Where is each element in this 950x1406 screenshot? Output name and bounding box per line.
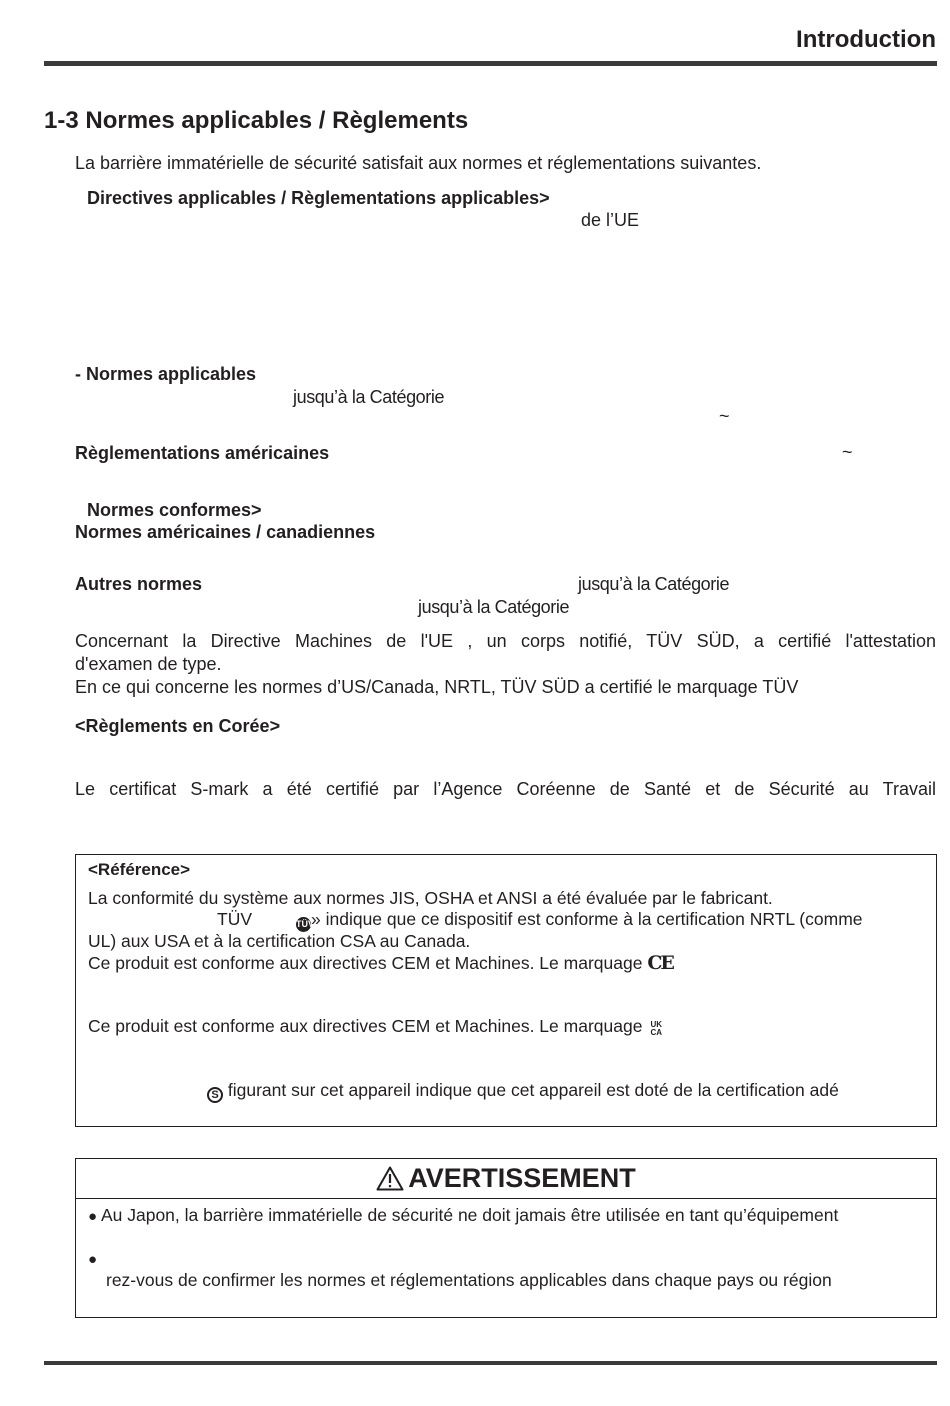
normes-conformes-heading: Normes conformes> [87, 500, 262, 520]
reference-line-5 [88, 1016, 665, 1037]
normes-applicables-heading: - Normes applicables [75, 364, 257, 384]
bullet-icon: ● [88, 1251, 98, 1268]
warning-bullet-2-text: rez-vous de confirmer les normes et réglementations applicables dans chaque pays ou région [106, 1270, 832, 1290]
nrtl-text: En ce qui concerne les normes d’US/Canada, NRTL, TÜV SÜD a certifié le marquage TÜV [75, 677, 799, 697]
ukca-mark-icon [647, 1021, 665, 1037]
section-title: 1-3 Normes applicables / Règlements [44, 107, 469, 134]
ukca-mark-bottom: CA [650, 1028, 663, 1037]
warning-box [75, 1158, 937, 1318]
reference-line-1: La conformité du système aux normes JIS, OSHA et ANSI a été évaluée par le fabricant. [88, 888, 773, 908]
machines-directive-text-cont: d'examen de type. [75, 654, 222, 674]
autres-normes-heading: Autres normes [75, 574, 203, 594]
machines-directive-text: Concernant la Directive Machines de l'UE , un corps notifié, TÜV SÜD, a certifié l'attestation [75, 631, 936, 651]
page-header-title: Introduction [796, 26, 936, 53]
ce-mark-icon: CE [647, 952, 673, 974]
categorie-text-3: jusqu’à la Catégorie [418, 597, 570, 617]
normes-americaines-heading: Normes américaines / canadiennes [75, 522, 376, 542]
header-rule [44, 61, 937, 66]
categorie-text-1: jusqu’à la Catégorie [293, 387, 445, 407]
reference-line-2 [296, 909, 863, 932]
warning-title [76, 1163, 936, 1194]
smark-text: Le certificat S-mark a été certifié par l’Agence Coréenne de Santé et de Sécurité au Travail [75, 779, 936, 799]
warning-header [76, 1159, 936, 1199]
range-tilde-2: ~ [842, 442, 853, 462]
warning-bullet-1-text: Au Japon, la barrière immatérielle de sécurité ne doit jamais être utilisée en tant qu’équipement [100, 1205, 839, 1225]
reference-line-2-text: » indique que ce dispositif est conforme à la certification NRTL (comme [311, 909, 863, 929]
korea-heading: <Règlements en Corée> [75, 716, 281, 736]
intro-text: La barrière immatérielle de sécurité satisfait aux normes et réglementations suivantes. [75, 153, 762, 173]
s-mark-icon: S [207, 1087, 223, 1103]
reference-line-6-text: figurant sur cet appareil indique que cet appareil est doté de la certification adé [223, 1080, 839, 1100]
categorie-text-2: jusqu’à la Catégorie [578, 574, 730, 594]
bullet-icon: ● [88, 1208, 98, 1225]
ukca-mark-top: UK [650, 1020, 663, 1029]
range-tilde-1: ~ [719, 406, 730, 426]
reference-tuv-text: TÜV [217, 909, 252, 929]
reference-line-4-text: Ce produit est conforme aux directives CEM et Machines. Le marquage [88, 953, 643, 973]
reference-line-3: UL) aux USA et à la certification CSA au Canada. [88, 931, 471, 951]
warning-title-text: AVERTISSEMENT [408, 1163, 636, 1193]
warning-triangle-icon [376, 1166, 404, 1191]
warning-bullet-1 [88, 1205, 838, 1226]
warning-bullet-2 [88, 1248, 97, 1269]
reference-line-4 [88, 952, 673, 974]
nrtl-mark-icon: TÜV [296, 917, 311, 932]
reglementations-americaines-heading: Règlementations américaines [75, 443, 330, 463]
reference-line-6 [207, 1080, 839, 1103]
footer-rule [44, 1361, 937, 1365]
directives-heading: Directives applicables / Règlementations applicables> [87, 188, 550, 208]
de-lue-text: de l’UE [581, 210, 640, 230]
reference-line-5-text: Ce produit est conforme aux directives CEM et Machines. Le marquage [88, 1016, 643, 1036]
reference-box [75, 854, 937, 1127]
reference-heading: <Référence> [88, 860, 191, 879]
